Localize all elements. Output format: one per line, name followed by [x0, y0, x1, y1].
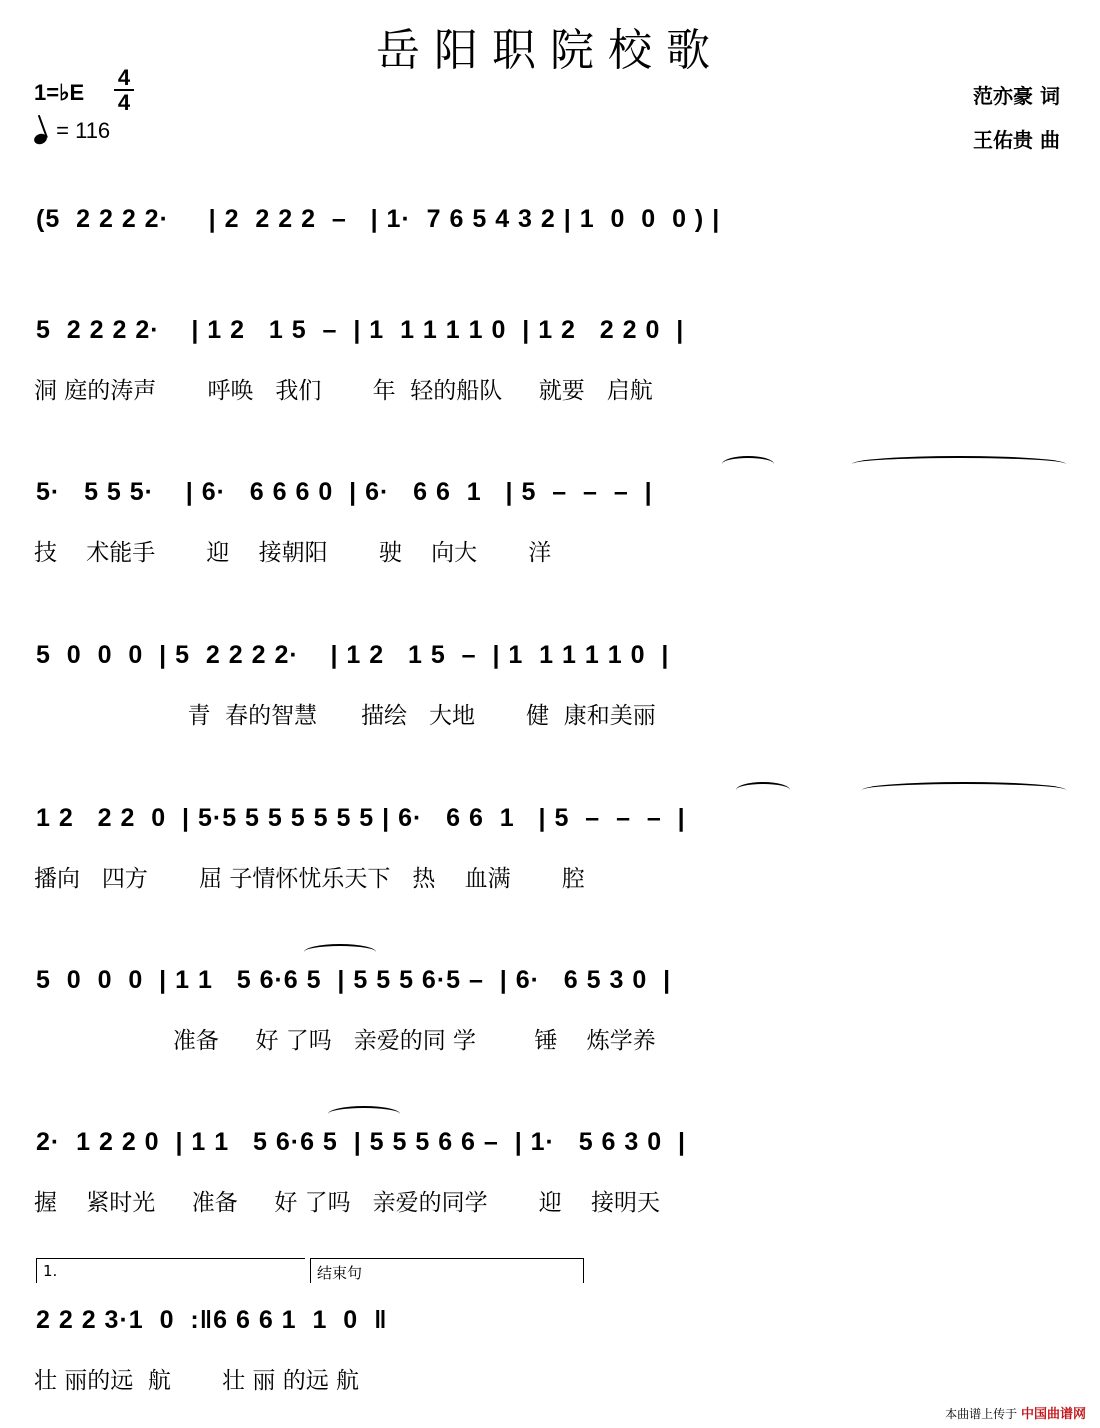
tempo-value: = 116 — [56, 118, 111, 143]
ending-phrase-label: 结束句 — [317, 1264, 363, 1282]
slur-mark — [304, 944, 376, 960]
notes-line-7: 2· 1 2 2 0 | 1 1 5 6·6 5 | 5 5 5 6 6 – | 1· 5 6 3 0 | — [36, 1128, 687, 1156]
lyrics-line-5: 播向 四方 屈 子情怀忧乐天下 热 血满 腔 — [34, 866, 585, 892]
volta-brackets — [36, 1258, 584, 1284]
slur-mark — [328, 1106, 400, 1122]
composer-credit: 王佑贵 曲 — [973, 128, 1060, 152]
lyrics-line-3: 技 术能手 迎 接朝阳 驶 向大 洋 — [34, 540, 552, 566]
first-ending-label: 1. — [43, 1262, 58, 1280]
lyrics-line-2: 洞 庭的涛声 呼唤 我们 年 轻的船队 就要 启航 — [34, 378, 653, 404]
notes-line-4: 5 0 0 0 | 5 2 2 2 2· | 1 2 1 5 – | 1 1 1 1 1 0 | — [36, 641, 670, 669]
lyrics-line-4: 青 春的智慧 描绘 大地 健 康和美丽 — [34, 703, 656, 729]
notes-line-2: 5 2 2 2 2· | 1 2 1 5 – | 1 1 1 1 1 0 | 1 2 2 2 0 | — [36, 316, 685, 344]
slur-mark — [736, 782, 790, 798]
quarter-note-icon — [33, 132, 49, 146]
time-signature-top: 4 — [117, 65, 131, 90]
tie-mark — [862, 782, 1066, 798]
notes-line-6: 5 0 0 0 | 1 1 5 6·6 5 | 5 5 5 6·5 – | 6· 6 5 3 0 | — [36, 966, 672, 994]
tie-mark — [852, 456, 1066, 472]
tempo-mark — [34, 118, 110, 144]
lyrics-line-8: 壮 丽的远 航 壮 丽 的远 航 — [34, 1368, 360, 1394]
lyrics-line-7: 握 紧时光 准备 好 了吗 亲爱的同学 迎 接明天 — [34, 1190, 661, 1216]
footer-credit — [945, 1403, 1086, 1422]
ending-phrase-bracket — [310, 1258, 584, 1283]
time-signature — [114, 66, 134, 114]
lyricist-credit: 范亦豪 词 — [973, 84, 1060, 108]
slur-mark — [722, 456, 774, 472]
lyrics-line-6: 准备 好 了吗 亲爱的同 学 锤 炼学养 — [34, 1028, 656, 1054]
footer-prefix: 本曲谱上传于 — [945, 1407, 1018, 1421]
page-title: 岳阳职院校歌 — [376, 25, 724, 76]
notes-line-3: 5· 5 5 5· | 6· 6 6 6 0 | 6· 6 6 1 | 5 – – – | — [36, 478, 653, 506]
notes-line-8: 2 2 2 3·1 0 :‖6 6 6 1 1 0 ‖ — [36, 1306, 388, 1334]
time-signature-bottom: 4 — [114, 89, 134, 114]
key-signature: 1=♭E — [34, 80, 85, 105]
first-ending-bracket — [36, 1258, 305, 1283]
notes-line-1: (5 2 2 2 2· | 2 2 2 2 – | 1· 7 6 5 4 3 2 | 1 0 0 0 ) | — [36, 205, 721, 233]
notes-line-5: 1 2 2 2 0 | 5·5 5 5 5 5 5 5 | 6· 6 6 1 | 5 – – – | — [36, 804, 686, 832]
site-brand-logo[interactable]: 中国曲谱网 — [1020, 1407, 1086, 1422]
